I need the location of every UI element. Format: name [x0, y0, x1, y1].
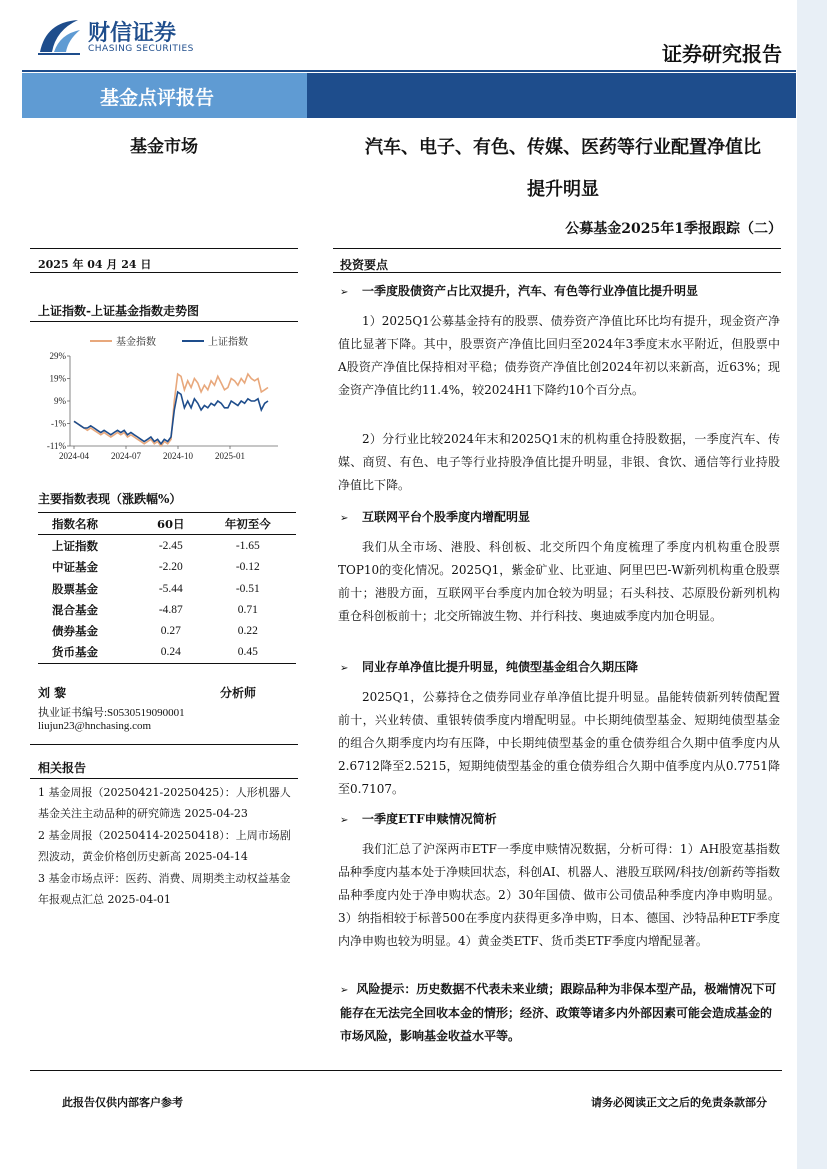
section-heading: ➢ 同业存单净值比提升明显，纯债型基金组合久期压降: [340, 660, 639, 674]
paragraph: 我们从全市场、港股、科创板、北交所四个角度梳理了季度内机构重仓股票TOP10的变化情况。2025Q1，紫金矿业、比亚迪、阿里巴巴-W新列机构重仓股票前十；港股方面，互联网平台季度内加仓较为明显；石头科技、芯原股份新列机构重仓科创板前十；北交所锦波生物、并行科技、奥迪威季度内加仓明显。: [338, 540, 780, 623]
index-value: -2.20: [158, 561, 183, 574]
legend-label: 上证指数: [208, 337, 248, 348]
x-tick-label: 2024-04: [59, 451, 89, 461]
table-row: [38, 599, 296, 620]
related-report[interactable]: 2 基金周报（20250414-20250418）：上周市场剧烈波动，黄金价格创历史新高 2025-04-14: [38, 829, 291, 863]
market-label: 基金市场: [130, 137, 198, 157]
index-section-title: 主要指数表现（涨跌幅%）: [38, 492, 182, 506]
divider: [333, 248, 781, 249]
company-logo-icon: [36, 16, 82, 56]
index-value: 0.71: [237, 603, 258, 616]
table-row: [38, 578, 296, 599]
risk-warning: ➢ 风险提示：历史数据不代表未来业绩；跟踪品种为非保本型产品，极端情况下可能存在无法完全回收本金的情形；经济、政策等诸多内外部因素可能会造成基金的市场风险，影响基金收益水平等。: [340, 982, 777, 1043]
footer-divider: [30, 1070, 782, 1071]
index-value: -1.65: [235, 539, 260, 552]
table-row: [38, 535, 296, 557]
y-tick-label: -11%: [46, 441, 66, 451]
series-line-sse-index: [74, 392, 268, 444]
index-value: 0.22: [237, 625, 258, 638]
table-row: [38, 642, 296, 664]
footer-left: 此报告仅供内部客户参考: [62, 1096, 183, 1109]
section-heading: ➢ 一季度ETF申赎情况简析: [340, 812, 497, 826]
index-value: 0.24: [142, 642, 200, 664]
divider: [30, 272, 298, 273]
paragraph: 1）2025Q1公募基金持有的股票、债券资产净值比环比均有提升，现金资产净值比显著下降。其中，股票资产净值比回归至2024年3季度末水平附近，但股票中A股资产净值比保持相对平稳；债券资产净值比创2024年初以来新高，近63%；现金资产净值比约11.4%，较2024H1下降约10个百分点。: [338, 314, 780, 397]
x-tick-label: 2024-07: [111, 451, 141, 461]
page-title: [333, 127, 793, 211]
paragraph: 2025Q1，公募持仓之债券同业存单净值比提升明显。晶能转债新列转债配置前十，兴业转债、重银转债季度内增配明显。中长期纯债型基金、短期纯债型基金的组合久期季度内均有压降，中长期纯债型基金的重仓债券组合久期中值季度内从2.6712降至2.5215，短期纯债型基金的重仓债券组合久期中值季度内从0.7751降至0.7107。: [338, 690, 780, 796]
x-tick-label: 2025-01: [215, 451, 245, 461]
header-divider: [22, 70, 796, 72]
logo-text: 财信证券: [88, 21, 177, 46]
arrow-bullet-icon: ➢: [340, 985, 349, 996]
related-title: 相关报告: [38, 761, 87, 775]
table-header: 60日: [142, 513, 200, 535]
logo-text-en: CHASING SECURITIES: [88, 44, 194, 54]
index-value: -0.51: [235, 582, 260, 595]
index-name: 中证基金: [52, 560, 98, 575]
index-name: 货币基金: [38, 642, 142, 664]
y-tick-label: 29%: [49, 351, 66, 361]
analyst-name: 刘 黎: [38, 686, 67, 700]
y-tick-label: 9%: [54, 396, 66, 406]
index-value: -4.87: [158, 603, 183, 616]
divider: [30, 248, 298, 249]
analyst-cert: 执业证书编号:S0530519090001: [38, 707, 185, 719]
report-type: 证券研究报告: [662, 42, 782, 66]
divider: [30, 778, 298, 779]
section-heading: ➢ 互联网平台个股季度内增配明显: [340, 510, 531, 524]
paragraph: 2）分行业比较2024年末和2025Q1末的机构重仓持股数据，一季度汽车、传媒、商贸、有色、电子等行业持股净值比提升明显，非银、食饮、通信等行业持股净值比下降。: [338, 432, 780, 492]
y-tick-label: 19%: [49, 373, 66, 384]
index-value: 0.27: [160, 625, 181, 638]
footer-right: 请务必阅读正文之后的免责条款部分: [591, 1096, 767, 1109]
title-line-2: 提升明显: [527, 179, 599, 200]
x-tick-label: 2024-10: [163, 451, 193, 461]
divider: [30, 744, 298, 745]
invest-title: 投资要点: [340, 258, 389, 272]
related-report[interactable]: 1 基金周报（20250421-20250425）：人形机器人基金关注主动品种的研究筛选 2025-04-23: [38, 786, 291, 820]
arrow-bullet-icon: ➢: [340, 663, 349, 674]
index-value: 0.45: [200, 642, 296, 664]
table-row: [38, 620, 296, 641]
report-date: 2025 年 04 月 24 日: [38, 258, 152, 271]
arrow-bullet-icon: ➢: [340, 287, 349, 298]
table-header-row: [38, 513, 296, 535]
related-report[interactable]: 3 基金市场点评：医药、消费、周期类主动权益基金年报观点汇总 2025-04-01: [38, 872, 291, 906]
arrow-bullet-icon: ➢: [340, 815, 349, 826]
y-tick-label: -1%: [51, 418, 66, 429]
paragraph: 我们汇总了沪深两市ETF一季度申赎情况数据，分析可得：1）AH股宽基指数品种季度内基本处于净赎回状态，科创AI、机器人、港股互联网/科技/创新药等指数品种季度内处于净申购状态。2）30年国债、做市公司债品种季度内净申购明显。3）纳指相较于标普500在季度内获得更多净申购，日本、德国、沙特品种ETF季度内净申购也较为明显。4）黄金类ETF、货币类ETF季度内增配显著。: [338, 842, 780, 948]
banner-label: 基金点评报告: [100, 87, 215, 109]
index-name: 混合基金: [52, 602, 98, 617]
page-subtitle: 公募基金2025年1季报跟踪（二）: [565, 221, 782, 237]
index-value: -5.44: [158, 582, 183, 595]
table-row: [38, 557, 296, 578]
index-name: 股票基金: [52, 581, 98, 596]
divider: [333, 272, 781, 273]
legend-label: 基金指数: [116, 337, 156, 348]
index-value: -2.45: [158, 539, 183, 552]
section-heading: ➢ 一季度股债资产占比双提升，汽车、有色等行业净值比提升明显: [340, 284, 699, 298]
title-line-1: 汽车、电子、有色、传媒、医药等行业配置净值比: [365, 137, 761, 158]
table-header: 年初至今: [200, 513, 296, 535]
index-name: 债券基金: [52, 624, 98, 639]
analyst-email[interactable]: liujun23@hnchasing.com: [38, 720, 152, 732]
analyst-title: 分析师: [220, 686, 257, 700]
side-strip: [797, 0, 827, 1169]
index-name: 上证指数: [52, 538, 98, 553]
arrow-bullet-icon: ➢: [340, 513, 349, 524]
divider: [30, 321, 298, 322]
index-value: -0.12: [235, 561, 260, 574]
chart-section-title: 上证指数-上证基金指数走势图: [38, 304, 199, 318]
table-header: 指数名称: [38, 513, 142, 535]
index-trend-chart: [30, 328, 292, 470]
index-table: [38, 512, 296, 664]
